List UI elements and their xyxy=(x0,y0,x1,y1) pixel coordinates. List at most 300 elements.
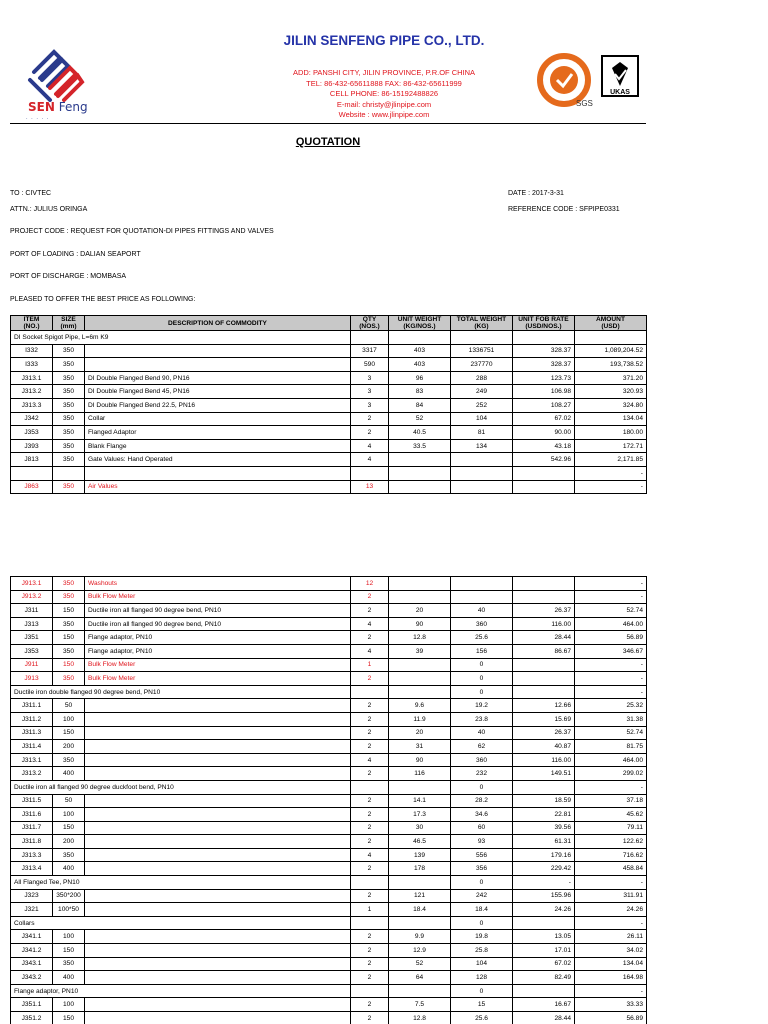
section-row xyxy=(11,331,647,345)
table-cell xyxy=(389,916,451,930)
table-row xyxy=(11,740,647,754)
table-cell: 12.66 xyxy=(513,699,575,713)
logo-wordmark: SEN Feng xyxy=(28,100,88,114)
table-cell xyxy=(85,998,351,1012)
table-cell: J311.8 xyxy=(11,835,53,849)
section-row xyxy=(11,876,647,890)
table-cell: 288 xyxy=(451,371,513,385)
table-cell: 40 xyxy=(451,726,513,740)
table-cell: J913.1 xyxy=(11,577,53,591)
table-cell: 2 xyxy=(351,726,389,740)
table-cell: 64 xyxy=(389,971,451,985)
table-cell: 17.01 xyxy=(513,944,575,958)
column-header: QTY (NOS.) xyxy=(351,316,389,331)
table-row xyxy=(11,835,647,849)
table-cell: J311.4 xyxy=(11,740,53,754)
table-cell: 350 xyxy=(53,453,85,467)
table-cell: 2 xyxy=(351,604,389,618)
table-cell: 3 xyxy=(351,371,389,385)
table-cell: 84 xyxy=(389,398,451,412)
table-cell xyxy=(389,590,451,604)
table-cell xyxy=(351,466,389,480)
table-cell: 350 xyxy=(53,412,85,426)
offer-line: PLEASED TO OFFER THE BEST PRICE AS FOLLOWING: xyxy=(10,296,196,303)
table-cell: 100 xyxy=(53,930,85,944)
table-cell: J311.3 xyxy=(11,726,53,740)
table-cell xyxy=(85,753,351,767)
table-cell: J313.3 xyxy=(11,848,53,862)
table-cell: 200 xyxy=(53,740,85,754)
table-cell: 2 xyxy=(351,821,389,835)
table-row xyxy=(11,439,647,453)
table-row xyxy=(11,672,647,686)
table-cell: 82.49 xyxy=(513,971,575,985)
table-cell: 328.37 xyxy=(513,344,575,358)
table-cell xyxy=(451,577,513,591)
table-cell: 33.33 xyxy=(575,998,647,1012)
table-cell: 4 xyxy=(351,617,389,631)
section-title: All Flanged Tee, PN10 xyxy=(11,876,351,890)
table-header-row xyxy=(11,316,647,331)
table-cell: 26.37 xyxy=(513,726,575,740)
table-cell: 2 xyxy=(351,631,389,645)
table-row xyxy=(11,930,647,944)
table-cell: 150 xyxy=(53,944,85,958)
table-cell xyxy=(451,466,513,480)
table-cell: 1,089,204.52 xyxy=(575,344,647,358)
table-row xyxy=(11,957,647,971)
table-row xyxy=(11,971,647,985)
table-cell: 100 xyxy=(53,808,85,822)
column-header: UNIT WEIGHT (KG/NOS.) xyxy=(389,316,451,331)
table-cell xyxy=(451,590,513,604)
table-cell xyxy=(513,658,575,672)
table-cell: 350 xyxy=(53,848,85,862)
table-row xyxy=(11,903,647,917)
table-cell: 4 xyxy=(351,644,389,658)
table-row xyxy=(11,604,647,618)
section-title: Ductile iron double flanged 90 degree bend, PN10 xyxy=(11,685,351,699)
table-cell: 13.05 xyxy=(513,930,575,944)
table-cell xyxy=(85,930,351,944)
table-cell: J863 xyxy=(11,480,53,494)
table-cell: 43.18 xyxy=(513,439,575,453)
table-cell: 350 xyxy=(53,358,85,372)
table-cell: 464.00 xyxy=(575,617,647,631)
section-row xyxy=(11,984,647,998)
table-cell: 17.3 xyxy=(389,808,451,822)
table-cell: 9.9 xyxy=(389,930,451,944)
table-cell: 96 xyxy=(389,371,451,385)
table-cell: 4 xyxy=(351,848,389,862)
table-cell: J311.6 xyxy=(11,808,53,822)
table-cell: 464.00 xyxy=(575,753,647,767)
table-row xyxy=(11,426,647,440)
table-cell: 150 xyxy=(53,631,85,645)
table-cell: - xyxy=(575,876,647,890)
table-cell xyxy=(513,916,575,930)
table-cell: 350 xyxy=(53,398,85,412)
logo-subtitle: · · · · · xyxy=(26,116,50,122)
table-cell: 139 xyxy=(389,848,451,862)
table-cell: 350*200 xyxy=(53,889,85,903)
table-cell: J313.2 xyxy=(11,767,53,781)
table-cell: 403 xyxy=(389,358,451,372)
table-cell: Flanged Adaptor xyxy=(85,426,351,440)
table-cell xyxy=(513,984,575,998)
table-cell: J913 xyxy=(11,672,53,686)
table-cell: J313.1 xyxy=(11,753,53,767)
table-cell: 150 xyxy=(53,821,85,835)
column-header: AMOUNT (USD) xyxy=(575,316,647,331)
table-cell: 252 xyxy=(451,398,513,412)
table-cell: 37.18 xyxy=(575,794,647,808)
table-cell: J911 xyxy=(11,658,53,672)
table-cell: - xyxy=(575,480,647,494)
table-cell xyxy=(85,712,351,726)
table-cell: 62 xyxy=(451,740,513,754)
table-cell: 7.5 xyxy=(389,998,451,1012)
table-cell: J311 xyxy=(11,604,53,618)
table-row xyxy=(11,480,647,494)
quotation-table-2 xyxy=(10,576,647,1024)
table-row xyxy=(11,344,647,358)
table-cell: J311.7 xyxy=(11,821,53,835)
table-cell: 100 xyxy=(53,998,85,1012)
table-cell xyxy=(85,821,351,835)
company-email: E-mail: christy@jlinpipe.com xyxy=(336,99,432,109)
table-cell: - xyxy=(575,984,647,998)
table-cell: 0 xyxy=(451,916,513,930)
table-cell: 242 xyxy=(451,889,513,903)
table-cell: 52 xyxy=(389,412,451,426)
table-cell: 3 xyxy=(351,385,389,399)
table-cell: 2,171.85 xyxy=(575,453,647,467)
table-cell: J341.2 xyxy=(11,944,53,958)
table-cell: Bulk Flow Meter xyxy=(85,590,351,604)
table-cell: 328.37 xyxy=(513,358,575,372)
table-cell: 232 xyxy=(451,767,513,781)
table-cell xyxy=(389,984,451,998)
table-cell: 12 xyxy=(351,577,389,591)
table-cell xyxy=(513,331,575,345)
table-cell: 3 xyxy=(351,398,389,412)
table-cell: 2 xyxy=(351,835,389,849)
table-cell: 81 xyxy=(451,426,513,440)
table-cell: J321 xyxy=(11,903,53,917)
table-cell: 14.1 xyxy=(389,794,451,808)
table-cell xyxy=(575,331,647,345)
table-cell: J813 xyxy=(11,453,53,467)
table-cell xyxy=(513,480,575,494)
table-cell: 2 xyxy=(351,971,389,985)
table-cell: 15 xyxy=(451,998,513,1012)
table-cell: 28.2 xyxy=(451,794,513,808)
table-cell: J342 xyxy=(11,412,53,426)
table-cell: 0 xyxy=(451,984,513,998)
table-cell: 11.9 xyxy=(389,712,451,726)
table-cell: 81.75 xyxy=(575,740,647,754)
table-cell: 25.8 xyxy=(451,944,513,958)
table-cell: Bulk Flow Meter xyxy=(85,672,351,686)
table-cell: 61.31 xyxy=(513,835,575,849)
table-cell: 90 xyxy=(389,753,451,767)
table-cell xyxy=(85,903,351,917)
table-cell: 108.27 xyxy=(513,398,575,412)
table-cell: 52 xyxy=(389,957,451,971)
table-cell: J311.1 xyxy=(11,699,53,713)
table-cell: 128 xyxy=(451,971,513,985)
table-cell: 350 xyxy=(53,617,85,631)
table-cell: 716.62 xyxy=(575,848,647,862)
table-row xyxy=(11,699,647,713)
table-cell: 2 xyxy=(351,889,389,903)
table-cell: 134.04 xyxy=(575,957,647,971)
table-cell: 19.8 xyxy=(451,930,513,944)
table-cell: 40 xyxy=(451,604,513,618)
table-cell: 2 xyxy=(351,590,389,604)
table-cell: DI Double Flanged Bend 45, PN16 xyxy=(85,385,351,399)
table-cell: 400 xyxy=(53,767,85,781)
table-cell: 90 xyxy=(389,617,451,631)
table-cell: 2 xyxy=(351,808,389,822)
table-cell xyxy=(389,876,451,890)
table-cell: I333 xyxy=(11,358,53,372)
table-cell xyxy=(351,685,389,699)
table-cell xyxy=(85,358,351,372)
table-cell: 20 xyxy=(389,604,451,618)
letterhead xyxy=(0,0,768,124)
table-cell xyxy=(85,699,351,713)
reference-line: REFERENCE CODE : SFPIPE0331 xyxy=(508,206,620,213)
table-cell: 150 xyxy=(53,726,85,740)
table-cell: 350 xyxy=(53,439,85,453)
table-cell: 324.80 xyxy=(575,398,647,412)
table-cell: 350 xyxy=(53,644,85,658)
table-cell: 299.02 xyxy=(575,767,647,781)
table-cell: 403 xyxy=(389,344,451,358)
table-row xyxy=(11,631,647,645)
company-name: JILIN SENFENG PIPE CO., LTD. xyxy=(283,33,485,48)
table-cell: 52.74 xyxy=(575,604,647,618)
table-row xyxy=(11,753,647,767)
table-cell: 30 xyxy=(389,821,451,835)
table-row xyxy=(11,848,647,862)
table-cell: 23.8 xyxy=(451,712,513,726)
table-cell: 156 xyxy=(451,644,513,658)
table-cell xyxy=(85,466,351,480)
table-cell: Collar xyxy=(85,412,351,426)
table-cell: 134.04 xyxy=(575,412,647,426)
table-cell: 360 xyxy=(451,753,513,767)
table-cell: 31 xyxy=(389,740,451,754)
column-header: SIZE (mm) xyxy=(53,316,85,331)
table-cell: 33.5 xyxy=(389,439,451,453)
table-cell: 121 xyxy=(389,889,451,903)
table-cell: 86.67 xyxy=(513,644,575,658)
table-cell: 0 xyxy=(451,780,513,794)
table-cell: Bulk Flow Meter xyxy=(85,658,351,672)
table-row xyxy=(11,726,647,740)
table-cell: J353 xyxy=(11,426,53,440)
table-cell xyxy=(451,331,513,345)
company-cell: CELL PHONE: 86-15192488826 xyxy=(329,89,439,98)
to-line: TO : CIVTEC xyxy=(10,190,52,197)
table-cell: 320.93 xyxy=(575,385,647,399)
table-cell: 116 xyxy=(389,767,451,781)
table-cell xyxy=(85,726,351,740)
table-cell xyxy=(85,957,351,971)
table-cell: 3317 xyxy=(351,344,389,358)
table-cell: Flange adaptor, PN10 xyxy=(85,644,351,658)
column-header: ITEM (NO.) xyxy=(11,316,53,331)
sgs-cert-icon xyxy=(536,50,596,110)
table-row xyxy=(11,453,647,467)
table-cell: 26.11 xyxy=(575,930,647,944)
table-cell: - xyxy=(575,916,647,930)
table-cell: 150 xyxy=(53,604,85,618)
table-cell: 179.16 xyxy=(513,848,575,862)
table-cell: 45.62 xyxy=(575,808,647,822)
table-cell: 100*50 xyxy=(53,903,85,917)
table-cell xyxy=(351,984,389,998)
table-cell: - xyxy=(575,672,647,686)
table-row xyxy=(11,658,647,672)
table-cell: 60 xyxy=(451,821,513,835)
table-cell: 106.98 xyxy=(513,385,575,399)
company-phones: TEL: 86-432-65611888 FAX: 86-432-65611999 xyxy=(306,78,462,88)
table-cell: 350 xyxy=(53,672,85,686)
company-address: ADD: PANSHI CITY, JILIN PROVINCE, P.R.OF CHINA xyxy=(292,68,476,77)
table-cell: 542.96 xyxy=(513,453,575,467)
table-cell: - xyxy=(575,466,647,480)
table-cell: 4 xyxy=(351,439,389,453)
table-cell xyxy=(513,577,575,591)
table-cell: 346.67 xyxy=(575,644,647,658)
table-cell: 116.00 xyxy=(513,753,575,767)
table-cell: 350 xyxy=(53,577,85,591)
table-cell: 34.02 xyxy=(575,944,647,958)
table-cell xyxy=(85,835,351,849)
table-cell: 350 xyxy=(53,480,85,494)
table-cell: Washouts xyxy=(85,577,351,591)
table-row xyxy=(11,371,647,385)
table-cell: J351.2 xyxy=(11,1012,53,1024)
table-cell: J311.5 xyxy=(11,794,53,808)
section-row xyxy=(11,780,647,794)
table-cell xyxy=(389,480,451,494)
table-cell: 2 xyxy=(351,699,389,713)
project-line: PROJECT CODE : REQUEST FOR QUOTATION-DI PIPES FITTINGS AND VALVES xyxy=(10,228,274,235)
table-cell: J343.2 xyxy=(11,971,53,985)
column-header: DESCRIPTION OF COMMODITY xyxy=(85,316,351,331)
table-cell xyxy=(85,344,351,358)
table-cell: J351 xyxy=(11,631,53,645)
table-cell: 2 xyxy=(351,740,389,754)
table-cell xyxy=(85,808,351,822)
table-cell: 2 xyxy=(351,930,389,944)
table-cell: 67.02 xyxy=(513,957,575,971)
table-cell: Ductile iron all flanged 90 degree bend, PN10 xyxy=(85,604,351,618)
table-cell: 350 xyxy=(53,426,85,440)
table-cell: 180.00 xyxy=(575,426,647,440)
table-cell: - xyxy=(575,780,647,794)
table-cell: 590 xyxy=(351,358,389,372)
table-cell: 2 xyxy=(351,998,389,1012)
table-cell: 1 xyxy=(351,903,389,917)
table-cell: 0 xyxy=(451,876,513,890)
table-row xyxy=(11,794,647,808)
table-cell: 0 xyxy=(451,658,513,672)
table-cell: 350 xyxy=(53,590,85,604)
table-cell: 39.56 xyxy=(513,821,575,835)
attn-line: ATTN.: JULIUS ORINGA xyxy=(10,206,88,213)
table-cell: 28.44 xyxy=(513,631,575,645)
table-cell xyxy=(351,916,389,930)
table-cell: 400 xyxy=(53,862,85,876)
table-cell: 400 xyxy=(53,971,85,985)
table-cell xyxy=(389,685,451,699)
table-cell xyxy=(85,848,351,862)
table-cell: 24.26 xyxy=(513,903,575,917)
table-cell xyxy=(389,672,451,686)
ukas-cert-icon xyxy=(598,54,642,112)
table-row xyxy=(11,767,647,781)
table-cell: 1336751 xyxy=(451,344,513,358)
table-cell xyxy=(513,590,575,604)
table-cell: J313.4 xyxy=(11,862,53,876)
table-cell: J313.1 xyxy=(11,371,53,385)
table-cell xyxy=(11,466,53,480)
table-cell: 172.71 xyxy=(575,439,647,453)
table-cell: 350 xyxy=(53,344,85,358)
quotation-table-1 xyxy=(10,315,647,494)
table-cell: 9.6 xyxy=(389,699,451,713)
table-cell: 24.26 xyxy=(575,903,647,917)
discharge-line: PORT OF DISCHARGE : MOMBASA xyxy=(10,273,127,280)
table-cell: 249 xyxy=(451,385,513,399)
table-cell xyxy=(85,794,351,808)
table-row xyxy=(11,712,647,726)
table-row xyxy=(11,998,647,1012)
table-cell xyxy=(351,780,389,794)
table-cell: 350 xyxy=(53,957,85,971)
table-cell: J313.2 xyxy=(11,385,53,399)
table-cell: 164.98 xyxy=(575,971,647,985)
table-cell: J341.1 xyxy=(11,930,53,944)
table-row xyxy=(11,944,647,958)
table-cell: 150 xyxy=(53,658,85,672)
table-cell: J323 xyxy=(11,889,53,903)
table-cell: 20 xyxy=(389,726,451,740)
table-cell xyxy=(451,480,513,494)
table-row xyxy=(11,821,647,835)
table-cell: 16.67 xyxy=(513,998,575,1012)
table-cell: 350 xyxy=(53,385,85,399)
table-cell xyxy=(389,466,451,480)
table-cell: Blank Flange xyxy=(85,439,351,453)
table-cell: Air Values xyxy=(85,480,351,494)
table-row xyxy=(11,385,647,399)
table-cell xyxy=(351,876,389,890)
table-cell xyxy=(85,944,351,958)
table-cell: 116.00 xyxy=(513,617,575,631)
table-cell: 122.62 xyxy=(575,835,647,849)
table-cell: 26.37 xyxy=(513,604,575,618)
table-cell: 79.11 xyxy=(575,821,647,835)
table-cell: 2 xyxy=(351,767,389,781)
table-row xyxy=(11,1012,647,1024)
